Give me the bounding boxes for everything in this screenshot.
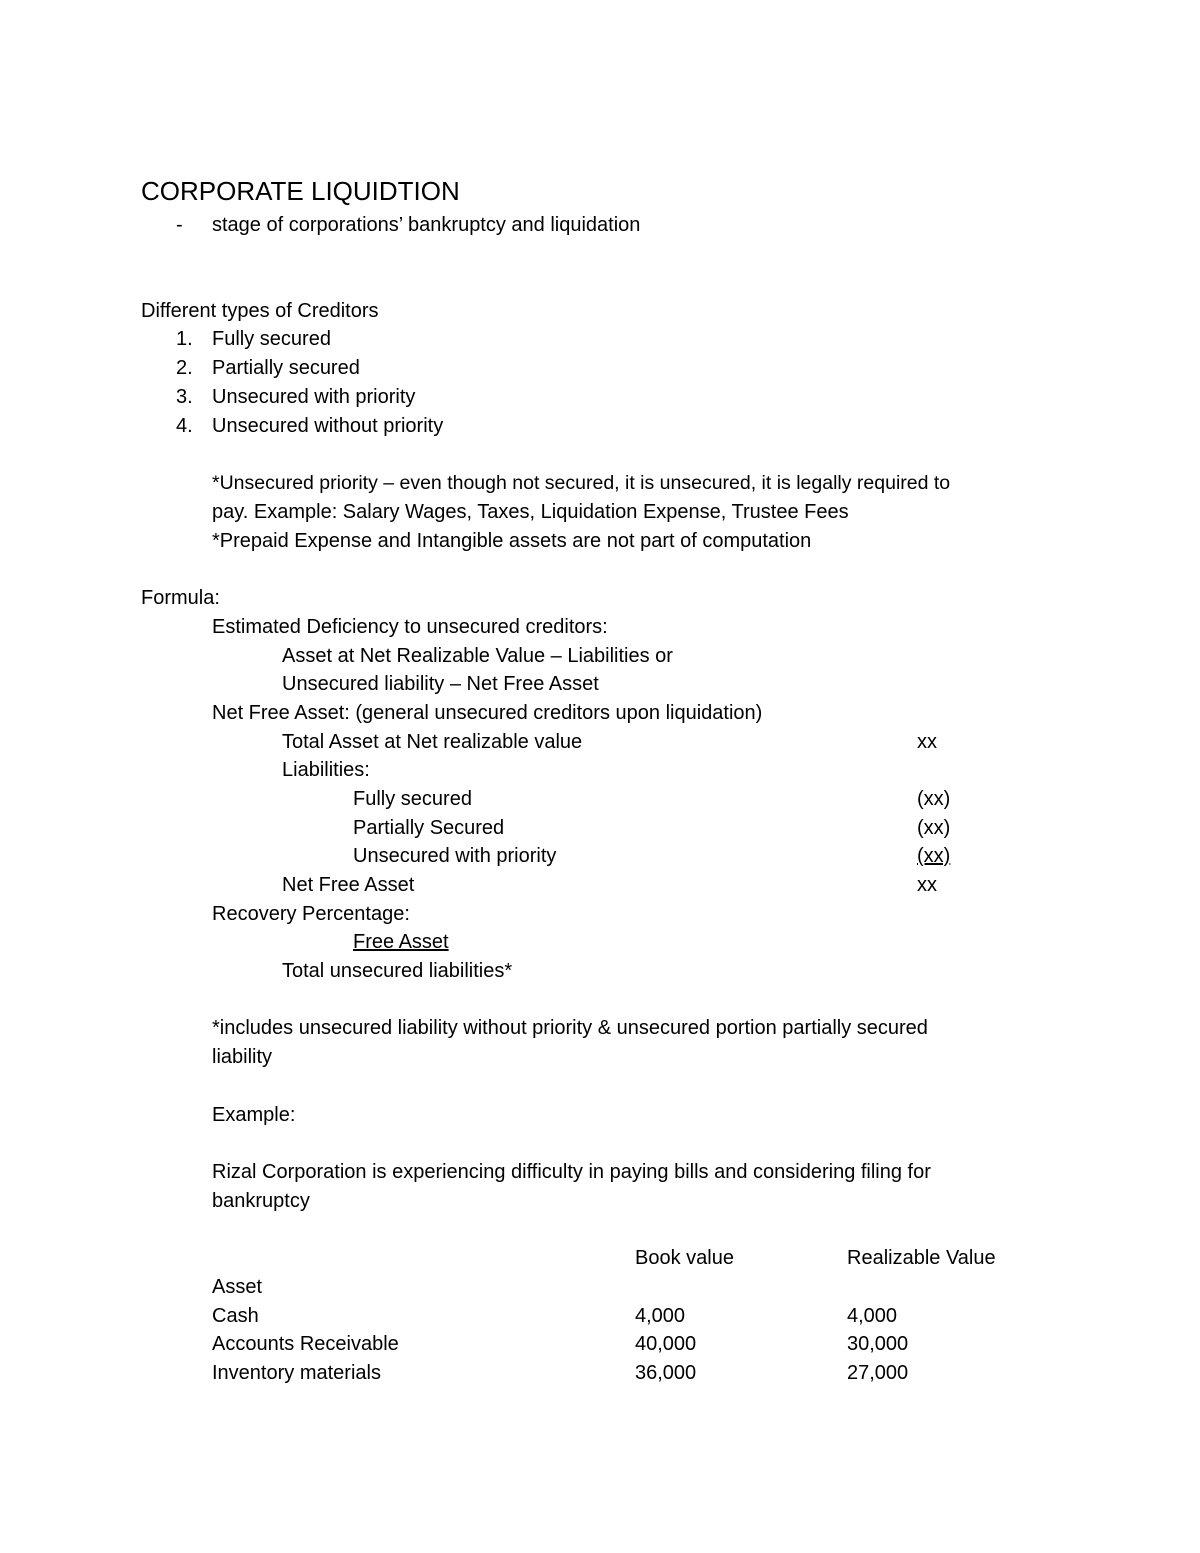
net-free-asset-value: xx <box>917 874 937 896</box>
recovery-heading: Recovery Percentage: <box>212 903 410 925</box>
deficiency-formula-1: Asset at Net Realizable Value – Liabilities or <box>282 645 673 667</box>
net-free-asset-label: Net Free Asset <box>282 874 415 896</box>
row-realizable-value: 27,000 <box>847 1362 909 1384</box>
creditor-label: Unsecured without priority <box>212 415 444 437</box>
creditor-item <box>176 327 331 351</box>
creditor-label: Fully secured <box>212 328 331 350</box>
subtitle: stage of corporations’ bankruptcy and liquidation <box>212 214 641 236</box>
creditor-label: Partially secured <box>212 357 360 379</box>
recovery-denominator: Total unsecured liabilities* <box>282 960 513 982</box>
fully-secured-value: (xx) <box>917 788 951 810</box>
row-book-value: 40,000 <box>635 1333 697 1355</box>
column-header-book-value: Book value <box>635 1247 734 1269</box>
row-realizable-value: 4,000 <box>847 1305 898 1327</box>
creditor-number: 1. <box>176 328 193 350</box>
creditor-number: 3. <box>176 386 193 408</box>
deficiency-heading: Estimated Deficiency to unsecured creditors: <box>212 616 608 638</box>
example-heading: Example: <box>212 1104 296 1126</box>
row-book-value: 36,000 <box>635 1362 697 1384</box>
unsecured-priority-label: Unsecured with priority <box>353 845 557 867</box>
fully-secured-label: Fully secured <box>353 788 472 810</box>
footnote-line-1: *includes unsecured liability without priority & unsecured portion partially secured <box>212 1017 928 1039</box>
table-section-asset: Asset <box>212 1276 263 1298</box>
row-book-value: 4,000 <box>635 1305 686 1327</box>
creditor-number: 4. <box>176 415 193 437</box>
note-unsecured-priority-cont: pay. Example: Salary Wages, Taxes, Liquidation Expense, Trustee Fees <box>212 501 849 523</box>
creditor-number: 2. <box>176 357 193 379</box>
column-header-realizable-value: Realizable Value <box>847 1247 996 1269</box>
creditors-heading: Different types of Creditors <box>141 300 379 322</box>
note-prepaid: *Prepaid Expense and Intangible assets are not part of computation <box>212 530 812 552</box>
creditor-label: Unsecured with priority <box>212 386 416 408</box>
creditor-item <box>176 385 415 409</box>
total-asset-label: Total Asset at Net realizable value <box>282 731 583 753</box>
example-text-2: bankruptcy <box>212 1190 310 1212</box>
creditor-item <box>176 414 443 438</box>
unsecured-priority-value: (xx) <box>917 845 951 867</box>
row-label: Accounts Receivable <box>212 1333 399 1355</box>
recovery-numerator: Free Asset <box>353 931 449 953</box>
creditor-item <box>176 356 360 380</box>
note-unsecured-priority: *Unsecured priority – even though not secured, it is unsecured, it is legally required to <box>212 472 951 494</box>
net-free-asset-heading: Net Free Asset: (general unsecured creditors upon liquidation) <box>212 702 763 724</box>
deficiency-formula-2: Unsecured liability – Net Free Asset <box>282 673 599 695</box>
partially-secured-value: (xx) <box>917 817 951 839</box>
liabilities-label: Liabilities: <box>282 759 370 781</box>
total-asset-value: xx <box>917 731 937 753</box>
row-label: Inventory materials <box>212 1362 381 1384</box>
example-text-1: Rizal Corporation is experiencing difficulty in paying bills and considering filing for <box>212 1161 931 1183</box>
formula-heading: Formula: <box>141 587 220 609</box>
subtitle-dash: - <box>176 214 183 236</box>
row-label: Cash <box>212 1305 259 1327</box>
footnote-line-2: liability <box>212 1046 273 1068</box>
partially-secured-label: Partially Secured <box>353 817 505 839</box>
row-realizable-value: 30,000 <box>847 1333 909 1355</box>
page-title: CORPORATE LIQUIDTION <box>141 176 460 206</box>
